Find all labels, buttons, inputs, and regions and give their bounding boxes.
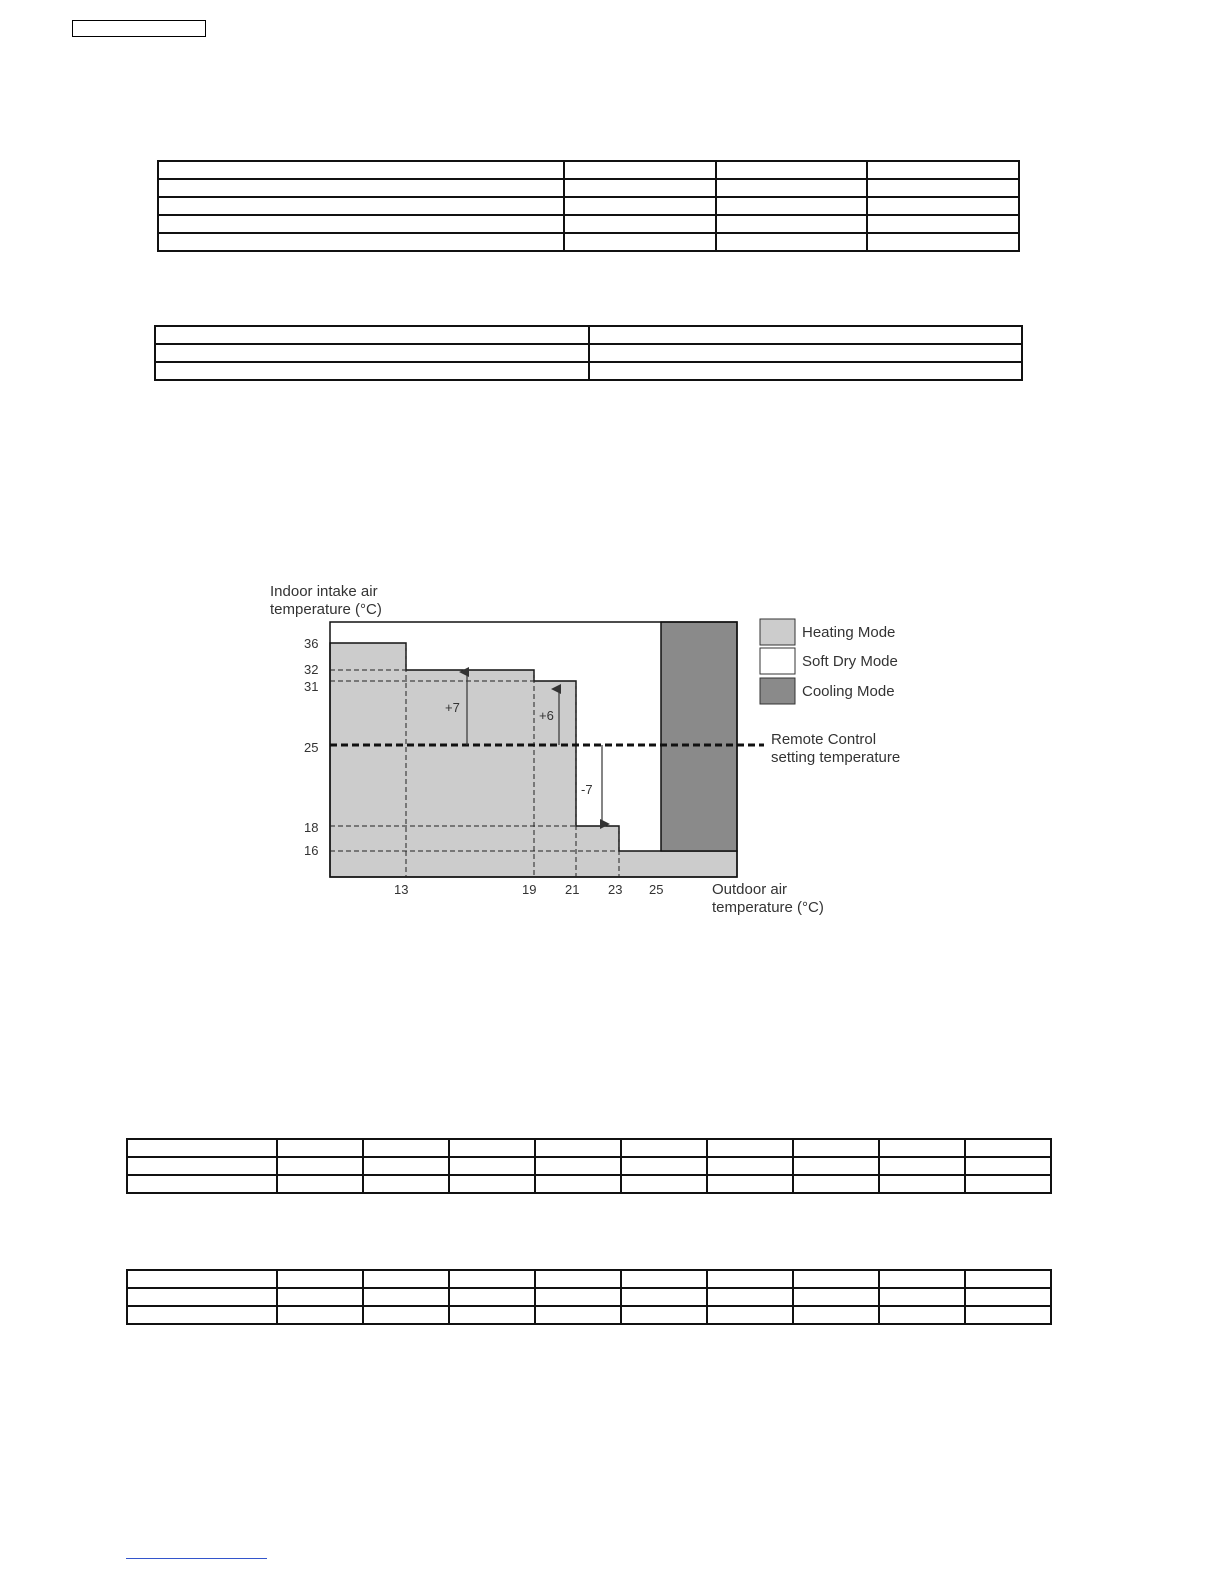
- table-row: [127, 1157, 1051, 1175]
- legend-swatch-heating: [760, 619, 795, 645]
- table-row: [127, 1139, 1051, 1157]
- footer-link-underline: [126, 1558, 267, 1559]
- y-tick-label: 32: [304, 662, 319, 677]
- table-3: [126, 1138, 1052, 1194]
- legend-label-soft-dry: Soft Dry Mode: [802, 653, 898, 670]
- y-tick-label: 16: [304, 843, 319, 858]
- x-tick-label: 19: [522, 882, 537, 897]
- cooling-region: [661, 622, 737, 851]
- shift-label: +7: [445, 700, 460, 715]
- setting-label-line-1: Remote Control: [771, 731, 877, 748]
- y-tick-label: 18: [304, 820, 319, 835]
- table-row: [127, 1270, 1051, 1288]
- y-axis-title-line-1: Indoor intake air: [270, 583, 378, 600]
- x-tick-label: 21: [565, 882, 580, 897]
- legend-label-cooling: Cooling Mode: [802, 683, 895, 700]
- legend-swatch-soft-dry: [760, 648, 795, 674]
- table-row: [127, 1288, 1051, 1306]
- x-tick-label: 13: [394, 882, 409, 897]
- x-axis-title-line-1: Outdoor air: [712, 881, 788, 898]
- setting-label-line-2: setting temperature: [771, 749, 901, 766]
- x-tick-labels: [394, 882, 663, 897]
- legend-swatch-cooling: [760, 678, 795, 704]
- y-tick-label: 36: [304, 636, 319, 651]
- x-tick-label: 23: [608, 882, 623, 897]
- y-tick-label: 25: [304, 740, 319, 755]
- y-tick-labels: [304, 636, 318, 858]
- x-axis-title-line-2: temperature (°C): [712, 899, 824, 916]
- legend: [760, 619, 898, 704]
- legend-label-heating: Heating Mode: [802, 624, 896, 641]
- shift-label: -7: [581, 782, 593, 797]
- x-tick-label: 25: [649, 882, 664, 897]
- table-row: [127, 1306, 1051, 1324]
- table-row: [127, 1175, 1051, 1193]
- table-4: [126, 1269, 1052, 1325]
- shift-label: +6: [539, 708, 554, 723]
- y-axis-title-line-2: temperature (°C): [270, 601, 382, 618]
- y-tick-label: 31: [304, 679, 319, 694]
